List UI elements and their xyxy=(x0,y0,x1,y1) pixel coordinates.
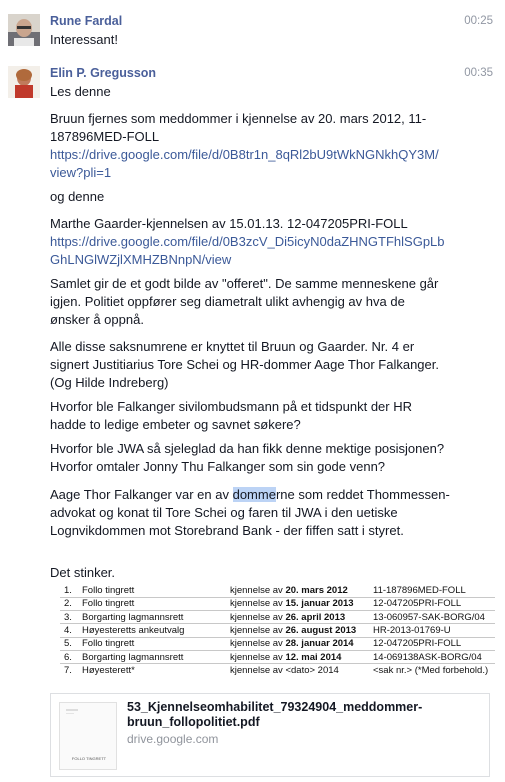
decision-date-value: 26. april 2013 xyxy=(285,611,346,623)
decision-prefix: kjennelse av xyxy=(230,585,286,596)
message-rune xyxy=(0,0,505,55)
paragraph-text: rne som reddet Thommessen-advokat og konat til Tore Schei og faren til JWA i den uetiske Lognvikdommen mot Storebrand Bank - der fiffen satt i styret. xyxy=(50,487,450,538)
message-paragraph: Bruun fjernes som meddommer i kjennelse av 20. mars 2012, 11-187896MED-FOLL xyxy=(50,111,427,144)
message-paragraph: Det stinker. xyxy=(50,565,116,580)
decision-prefix: kjennelse av xyxy=(230,651,286,663)
decision-date xyxy=(230,584,348,597)
row-number: 2. xyxy=(64,598,72,610)
pdf-thumbnail xyxy=(59,702,117,770)
case-table-image[interactable] xyxy=(50,581,495,685)
case-number: HR-2013-01769-U xyxy=(373,624,451,636)
decision-prefix: kjennelse av <dato> 2014 xyxy=(230,664,339,676)
message-paragraph: Samlet gir de et godt bilde av "offeret". De samme menneskene går igjen. Politiet oppfører seg diametralt ulikt avhengig av hva de ønsker å oppnå. xyxy=(50,276,439,327)
table-row xyxy=(50,584,495,597)
court-name: Høyesteretts ankeutvalg xyxy=(82,624,185,636)
drive-link-1-line1[interactable]: https://drive.google.com/file/d/0B8tr1n_8qRl2bU9tWkNGNkhQY3M/ xyxy=(50,147,439,162)
table-row xyxy=(50,597,495,610)
case-number: 12-047205PRI-FOLL xyxy=(373,638,462,650)
drive-link-2-line1[interactable]: https://drive.google.com/file/d/0B3zcV_Di5icyN0daZHNGTFhlSGpLb xyxy=(50,234,445,249)
row-number: 3. xyxy=(64,611,72,623)
decision-date xyxy=(230,597,354,610)
decision-prefix: kjennelse av xyxy=(230,624,286,636)
avatar-photo-icon xyxy=(8,14,40,46)
paragraph-text: Aage Thor Falkanger var en av xyxy=(50,487,233,502)
row-number: 5. xyxy=(64,638,72,650)
sender-name[interactable]: Elin P. Gregusson xyxy=(50,66,157,80)
court-name: Høyesterett* xyxy=(82,664,135,676)
table-row xyxy=(50,624,495,637)
message-text: Interessant! xyxy=(50,32,118,47)
thumbnail-caption: FOLLO TINGRETT xyxy=(71,756,107,761)
message-paragraph: Les denne xyxy=(50,84,111,99)
decision-date xyxy=(230,637,354,650)
preview-domain: drive.google.com xyxy=(127,732,219,746)
drive-link-2[interactable] xyxy=(50,233,450,269)
decision-date xyxy=(230,651,341,664)
decision-date xyxy=(230,624,356,637)
table-row xyxy=(50,611,495,624)
table-row xyxy=(50,637,495,650)
message-paragraph: og denne xyxy=(50,189,105,204)
row-number: 6. xyxy=(64,651,72,663)
decision-date-value: 26. august 2013 xyxy=(285,624,357,636)
case-number: 14-069138ASK-BORG/04 xyxy=(373,651,482,663)
avatar[interactable] xyxy=(8,14,40,46)
case-number: 13-060957-SAK-BORG/04 xyxy=(373,611,485,623)
court-name: Follo tingrett xyxy=(82,585,135,596)
decision-date xyxy=(230,611,345,624)
case-number: 11-187896MED-FOLL xyxy=(373,585,466,596)
decision-prefix: kjennelse av xyxy=(230,638,286,650)
text-selection-highlight: domme xyxy=(232,487,276,502)
court-name: Borgarting lagmannsrett xyxy=(82,611,184,623)
court-name: Borgarting lagmannsrett xyxy=(82,651,184,663)
row-number: 4. xyxy=(64,624,72,636)
case-number: 12-047205PRI-FOLL xyxy=(373,598,462,610)
case-number: <sak nr.> (*Med forbehold.) xyxy=(373,664,489,676)
decision-prefix: kjennelse av xyxy=(230,598,286,610)
drive-link-1-line2[interactable]: view?pli=1 xyxy=(50,165,112,180)
decision-date-value: 20. mars 2012 xyxy=(285,585,348,596)
decision-date-value: 12. mai 2014 xyxy=(285,651,342,663)
court-name: Follo tingrett xyxy=(82,638,135,650)
timestamp: 00:35 xyxy=(464,67,493,79)
table-row xyxy=(50,651,495,664)
drive-link-1[interactable] xyxy=(50,146,450,182)
message-paragraph: Alle disse saksnumrene er knyttet til Bruun og Gaarder. Nr. 4 er signert Justitiarius Tore Schei og HR-dommer Aage Thor Falkanger. (Og Hilde Indreberg) xyxy=(50,339,439,390)
row-number: 1. xyxy=(64,585,72,596)
decision-date xyxy=(230,664,339,677)
avatar-photo-icon xyxy=(8,66,40,98)
message-paragraph: Hvorfor ble JWA så sjeleglad da han fikk denne mektige posisjonen? Hvorfor omtaler Jonny Thu Falkanger som sin gode venn? xyxy=(50,441,445,474)
row-number: 7. xyxy=(64,664,72,676)
sender-name[interactable]: Rune Fardal xyxy=(50,14,123,28)
message-paragraph xyxy=(50,486,450,540)
timestamp: 00:25 xyxy=(464,15,493,27)
court-name: Follo tingrett xyxy=(82,598,135,610)
table-row xyxy=(50,664,495,677)
message-paragraph: Marthe Gaarder-kjennelsen av 15.01.13. 12-047205PRI-FOLL xyxy=(50,216,408,231)
avatar[interactable] xyxy=(8,66,40,98)
decision-date-value: 15. januar 2013 xyxy=(285,598,354,610)
link-preview-card[interactable] xyxy=(50,693,490,777)
decision-prefix: kjennelse av xyxy=(230,611,286,623)
message-paragraph: Hvorfor ble Falkanger sivilombudsmann på et tidspunkt der HR hadde to ledige embeter og savnet søkere? xyxy=(50,399,413,432)
decision-date-value: 28. januar 2014 xyxy=(285,638,354,650)
preview-title[interactable]: 53_Kjennelseomhabilitet_79324904_meddommer-bruun_follopolitiet.pdf xyxy=(127,700,423,729)
drive-link-2-line2[interactable]: GhLNGlWZjlXMHZBNnpN/view xyxy=(50,252,232,267)
